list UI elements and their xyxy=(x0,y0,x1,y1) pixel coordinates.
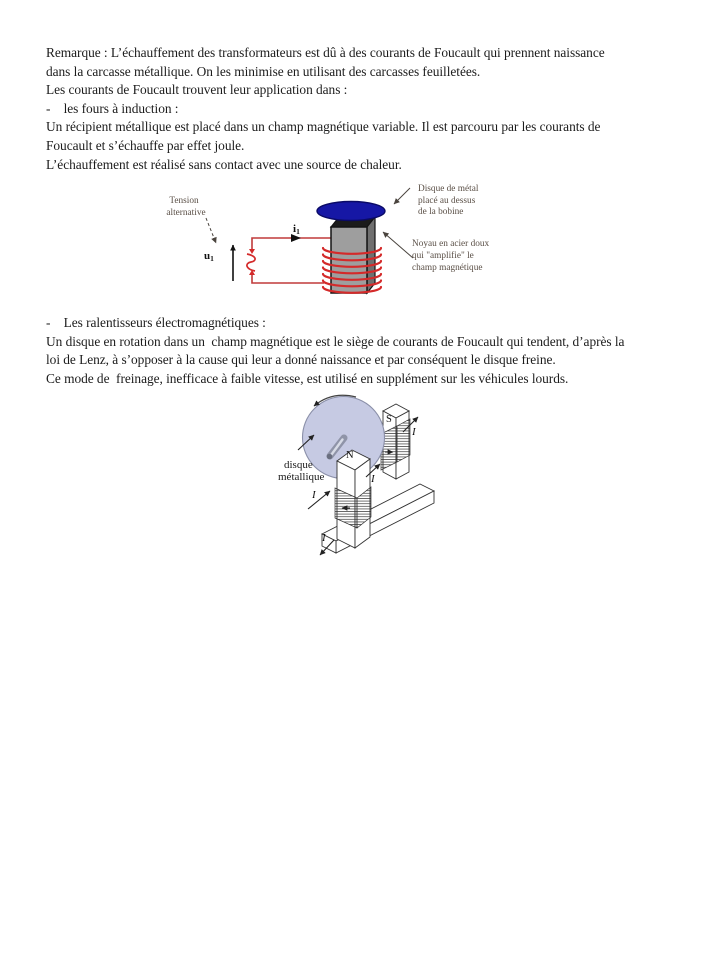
text-line: Un récipient métallique est placé dans un champ magnétique variable. Il est parcouru par les courants de xyxy=(46,119,601,135)
leader-arrow-noyau xyxy=(383,232,413,258)
induction-furnace-figure xyxy=(110,178,530,318)
eddy-brake-svg xyxy=(268,388,468,568)
leader-arrow-tension xyxy=(206,218,216,243)
current-label: I xyxy=(322,532,326,544)
svg-text:métallique: métallique xyxy=(278,471,325,483)
text-line: Les courants de Foucault trouvent leur application dans : xyxy=(46,82,348,98)
bullet-ralentisseurs: - Les ralentisseurs électromagnétiques : xyxy=(46,315,266,330)
svg-text:placé au dessus: placé au dessus xyxy=(418,196,476,206)
metal-disk xyxy=(317,202,385,221)
disque-metal-label xyxy=(418,184,479,217)
text-line: L’échauffement est réalisé sans contact avec une source de chaleur. xyxy=(46,156,402,172)
iron-core xyxy=(331,217,375,293)
leader-arrow-disque xyxy=(394,188,410,204)
tension-alternative-label: Tension xyxy=(169,196,199,206)
eddy-brake-figure xyxy=(268,388,468,573)
text-line: dans la carcasse métallique. On les minimise en utilisant des carcasses feuilletées. xyxy=(46,63,481,79)
bullet-fours-induction: - les fours à induction : xyxy=(46,100,179,116)
voltage-label: u1 xyxy=(204,250,214,263)
current-label: I xyxy=(412,426,416,438)
svg-text:champ magnétique: champ magnétique xyxy=(412,263,483,273)
current-label: I xyxy=(371,473,375,485)
tension-alternative-label: alternative xyxy=(166,208,206,218)
text-line: loi de Lenz, à s’opposer à la cause qui leur a donné naissance et par conséquent le disque freine. xyxy=(46,352,556,368)
text-line: Remarque : L’échauffement des transformateurs est dû à des courants de Foucault qui prennent naissance xyxy=(46,45,605,60)
circuit-wires xyxy=(252,238,332,283)
pole-n-label: N xyxy=(346,450,354,461)
svg-text:de la bobine: de la bobine xyxy=(418,207,464,217)
paragraph-ralentisseurs xyxy=(46,314,706,388)
text-line: Un disque en rotation dans un champ magnétique est le siège de courants de Foucault qui tendent, d’après la xyxy=(46,333,625,349)
svg-text:Noyau en acier doux: Noyau en acier doux xyxy=(412,239,490,249)
svg-text:disque: disque xyxy=(284,459,313,471)
paragraph-remarque xyxy=(46,44,706,174)
current-label: i1 xyxy=(293,223,300,236)
text-line: Ce mode de freinage, inefficace à faible vitesse, est utilisé en supplément sur les véhicules lourds. xyxy=(46,370,569,386)
noyau-acier-label xyxy=(412,239,490,273)
current-label: I xyxy=(312,489,316,501)
pole-s-label: S xyxy=(386,414,392,425)
text-line: Foucault et s’échauffe par effet joule. xyxy=(46,137,245,153)
svg-text:Disque de métal: Disque de métal xyxy=(418,184,479,194)
svg-text:qui "amplifie" le: qui "amplifie" le xyxy=(412,251,474,261)
ac-source-icon xyxy=(247,249,255,275)
induction-furnace-svg xyxy=(110,178,530,313)
